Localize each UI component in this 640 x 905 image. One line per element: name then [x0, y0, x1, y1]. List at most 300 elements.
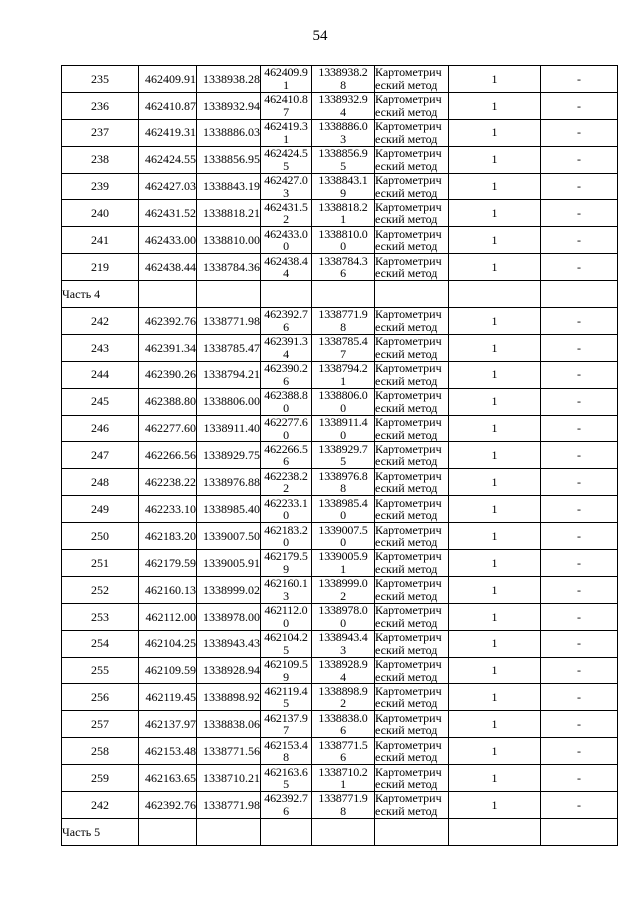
coord-x-repeat — [261, 711, 312, 738]
coord-y-repeat-line: 1338806.0 — [318, 388, 368, 403]
table-row — [62, 550, 618, 577]
table-row — [62, 469, 618, 496]
coord-x-repeat — [261, 92, 312, 119]
coord-x: 462391.34 — [139, 334, 197, 361]
method-line: Картометрич — [375, 468, 442, 483]
coord-y-repeat — [312, 254, 375, 281]
empty-cell — [541, 818, 618, 845]
coord-y-repeat-line: 1338911.4 — [318, 415, 368, 430]
accuracy: 1 — [449, 334, 541, 361]
method — [375, 657, 449, 684]
coord-x-repeat — [261, 630, 312, 657]
coord-y-repeat-line: 1338838.0 — [318, 710, 368, 725]
coord-x-repeat — [261, 227, 312, 254]
coord-y: 1338785.47 — [197, 334, 261, 361]
table-row — [62, 630, 618, 657]
section-label: Часть 4 — [62, 281, 139, 308]
note: - — [541, 227, 618, 254]
note: - — [541, 657, 618, 684]
method-line: Картометрич — [375, 415, 442, 430]
coord-x: 462433.00 — [139, 227, 197, 254]
coord-y-repeat-line: 1338710.2 — [318, 764, 368, 779]
coord-x: 462179.59 — [139, 550, 197, 577]
method-line: Картометрич — [375, 307, 442, 322]
table-row — [62, 388, 618, 415]
method-line: еский метод — [375, 427, 438, 442]
method-line: еский метод — [375, 535, 438, 550]
coord-y-repeat-line: 5 — [340, 454, 346, 469]
method-line: еский метод — [375, 588, 438, 603]
method — [375, 254, 449, 281]
coord-x-repeat-line: 6 — [283, 803, 289, 818]
point-number: 252 — [62, 576, 139, 603]
accuracy: 1 — [449, 415, 541, 442]
coord-x-repeat-line: 0 — [283, 239, 289, 254]
empty-cell — [312, 281, 375, 308]
coord-x-repeat-line: 462137.9 — [264, 710, 308, 725]
coord-x-repeat — [261, 576, 312, 603]
coord-y-repeat-line: 0 — [340, 239, 346, 254]
accuracy: 1 — [449, 442, 541, 469]
coord-x-repeat-line: 3 — [283, 185, 289, 200]
coord-x-repeat — [261, 254, 312, 281]
coord-x: 462392.76 — [139, 308, 197, 335]
accuracy: 1 — [449, 630, 541, 657]
point-number: 219 — [62, 254, 139, 281]
coord-y-repeat-line: 0 — [340, 508, 346, 523]
note: - — [541, 200, 618, 227]
coord-x-repeat-line: 462112.0 — [264, 603, 308, 618]
coord-x: 462424.55 — [139, 146, 197, 173]
coord-x-repeat-line: 462438.4 — [264, 253, 308, 268]
coord-x-repeat-line: 2 — [283, 481, 289, 496]
accuracy: 1 — [449, 657, 541, 684]
method-line: Картометрич — [375, 92, 442, 107]
coord-x-repeat-line: 462277.6 — [264, 415, 308, 430]
coord-x-repeat — [261, 657, 312, 684]
method-line: Картометрич — [375, 361, 442, 376]
coord-y-repeat — [312, 92, 375, 119]
coord-y-repeat — [312, 146, 375, 173]
coord-x-repeat-line: 5 — [283, 158, 289, 173]
coord-x-repeat — [261, 66, 312, 93]
coord-y: 1338886.03 — [197, 119, 261, 146]
coord-x-repeat-line: 4 — [283, 346, 289, 361]
coord-y-repeat-line: 1338886.0 — [318, 119, 368, 134]
table-row — [62, 66, 618, 93]
method-line: Картометрич — [375, 549, 442, 564]
coord-x-repeat-line: 462419.3 — [264, 119, 308, 134]
method-line: еский метод — [375, 266, 438, 281]
method-line: еский метод — [375, 803, 438, 818]
coord-y-repeat-line: 1338843.1 — [318, 173, 368, 187]
coord-y-repeat — [312, 792, 375, 819]
coord-x-repeat-line: 462388.8 — [264, 388, 308, 403]
coord-y: 1338710.21 — [197, 765, 261, 792]
coord-y-repeat-line: 6 — [340, 266, 346, 281]
coord-x: 462410.87 — [139, 92, 197, 119]
coord-y-repeat-line: 1 — [340, 373, 346, 388]
note: - — [541, 603, 618, 630]
table-row — [62, 92, 618, 119]
point-number: 239 — [62, 173, 139, 200]
point-number: 255 — [62, 657, 139, 684]
accuracy: 1 — [449, 711, 541, 738]
coord-y-repeat-line: 0 — [340, 535, 346, 550]
coord-y-repeat-line: 8 — [340, 481, 346, 496]
method — [375, 92, 449, 119]
coord-x-repeat — [261, 469, 312, 496]
method-line: Картометрич — [375, 226, 442, 241]
coord-x-repeat-line: 8 — [283, 750, 289, 765]
coord-x-repeat — [261, 523, 312, 550]
coord-y-repeat — [312, 308, 375, 335]
table-row — [62, 442, 618, 469]
method — [375, 684, 449, 711]
point-number: 258 — [62, 738, 139, 765]
coord-x-repeat-line: 462410.8 — [264, 92, 308, 107]
method-line: еский метод — [375, 615, 438, 630]
coord-x-repeat — [261, 442, 312, 469]
coord-y: 1338929.75 — [197, 442, 261, 469]
page-number: 54 — [312, 28, 328, 44]
coord-y-repeat-line: 1338932.9 — [318, 92, 368, 107]
coord-y-repeat — [312, 388, 375, 415]
note: - — [541, 361, 618, 388]
coord-x-repeat — [261, 415, 312, 442]
table-row — [62, 657, 618, 684]
coord-x-repeat — [261, 173, 312, 200]
accuracy: 1 — [449, 308, 541, 335]
accuracy: 1 — [449, 388, 541, 415]
coord-x: 462163.65 — [139, 765, 197, 792]
coord-x-repeat — [261, 496, 312, 523]
method-line: Картометрич — [375, 737, 442, 752]
accuracy: 1 — [449, 173, 541, 200]
coord-y: 1338856.95 — [197, 146, 261, 173]
empty-cell — [197, 281, 261, 308]
note: - — [541, 469, 618, 496]
method-line: Картометрич — [375, 764, 442, 779]
coord-x-repeat-line: 462109.5 — [264, 657, 308, 672]
coord-x: 462390.26 — [139, 361, 197, 388]
coord-x-repeat-line: 462392.7 — [264, 791, 308, 806]
coord-y-repeat-line: 8 — [340, 77, 346, 92]
coord-y-repeat — [312, 630, 375, 657]
coord-y: 1338784.36 — [197, 254, 261, 281]
coord-y-repeat-line: 6 — [340, 723, 346, 738]
coord-x: 462427.03 — [139, 173, 197, 200]
coord-x-repeat-line: 462104.2 — [264, 630, 308, 645]
coord-y-repeat — [312, 496, 375, 523]
method-line: еский метод — [375, 319, 438, 334]
coord-y-repeat — [312, 361, 375, 388]
coord-y-repeat-line: 9 — [340, 185, 346, 200]
coord-y-repeat-line: 2 — [340, 588, 346, 603]
point-number: 242 — [62, 308, 139, 335]
note: - — [541, 550, 618, 577]
table-row — [62, 119, 618, 146]
method — [375, 469, 449, 496]
method-line: Картометрич — [375, 173, 442, 187]
coord-y: 1338976.88 — [197, 469, 261, 496]
coord-x-repeat — [261, 792, 312, 819]
coord-x: 462160.13 — [139, 576, 197, 603]
method-line: еский метод — [375, 239, 438, 254]
coord-x: 462153.48 — [139, 738, 197, 765]
coord-x-repeat-line: 462160.1 — [264, 576, 308, 591]
method — [375, 119, 449, 146]
coord-x-repeat-line: 462163.6 — [264, 764, 308, 779]
method-line: Картометрич — [375, 576, 442, 591]
coord-x-repeat-line: 5 — [283, 642, 289, 657]
coord-x-repeat-line: 7 — [283, 104, 289, 119]
coord-y-repeat-line: 1338999.0 — [318, 576, 368, 591]
note: - — [541, 684, 618, 711]
method-line: еский метод — [375, 77, 438, 92]
empty-cell — [449, 818, 541, 845]
empty-cell — [375, 818, 449, 845]
coord-x-repeat-line: 462390.2 — [264, 361, 308, 376]
method — [375, 550, 449, 577]
coord-y-repeat — [312, 523, 375, 550]
coord-y: 1338938.28 — [197, 66, 261, 93]
coord-x-repeat — [261, 388, 312, 415]
coord-x-repeat-line: 462179.5 — [264, 549, 308, 564]
coord-x: 462392.76 — [139, 792, 197, 819]
coordinates-table-body — [62, 66, 618, 846]
coord-x-repeat-line: 5 — [283, 777, 289, 792]
coord-y-repeat-line: 1338978.0 — [318, 603, 368, 618]
table-row — [62, 173, 618, 200]
method-line: еский метод — [375, 561, 438, 576]
coord-x-repeat-line: 6 — [283, 373, 289, 388]
method — [375, 711, 449, 738]
point-number: 248 — [62, 469, 139, 496]
method-line: Картометрич — [375, 657, 442, 672]
coord-y: 1338843.19 — [197, 173, 261, 200]
coord-y-repeat — [312, 576, 375, 603]
coord-y-repeat-line: 8 — [340, 319, 346, 334]
coord-x-repeat-line: 6 — [283, 454, 289, 469]
coord-x-repeat-line: 0 — [283, 615, 289, 630]
coord-y: 1338932.94 — [197, 92, 261, 119]
coord-x-repeat — [261, 361, 312, 388]
accuracy: 1 — [449, 361, 541, 388]
coord-x-repeat-line: 462392.7 — [264, 307, 308, 322]
coord-x-repeat-line: 1 — [283, 77, 289, 92]
coord-y: 1338985.40 — [197, 496, 261, 523]
coord-x-repeat — [261, 146, 312, 173]
coord-x-repeat — [261, 334, 312, 361]
coord-x: 462266.56 — [139, 442, 197, 469]
accuracy: 1 — [449, 146, 541, 173]
method-line: Картометрич — [375, 146, 442, 161]
table-row — [62, 334, 618, 361]
coord-x: 462183.20 — [139, 523, 197, 550]
coord-y-repeat — [312, 657, 375, 684]
point-number: 242 — [62, 792, 139, 819]
accuracy: 1 — [449, 227, 541, 254]
coord-y-repeat — [312, 442, 375, 469]
accuracy: 1 — [449, 200, 541, 227]
coord-y-repeat-line: 4 — [340, 669, 346, 684]
coord-y-repeat-line: 1338985.4 — [318, 495, 368, 510]
coord-x-repeat — [261, 684, 312, 711]
method-line: Картометрич — [375, 603, 442, 618]
coord-y-repeat-line: 1338929.7 — [318, 441, 368, 456]
coord-x-repeat-line: 462153.4 — [264, 737, 308, 752]
accuracy: 1 — [449, 66, 541, 93]
coord-y-repeat-line: 3 — [340, 642, 346, 657]
note: - — [541, 254, 618, 281]
coord-y-repeat-line: 1338938.2 — [318, 65, 368, 80]
accuracy: 1 — [449, 603, 541, 630]
method-line: Картометрич — [375, 119, 442, 134]
coord-x: 462119.45 — [139, 684, 197, 711]
coord-x: 462233.10 — [139, 496, 197, 523]
coord-y-repeat-line: 2 — [340, 696, 346, 711]
table-row — [62, 308, 618, 335]
method-line: еский метод — [375, 104, 438, 119]
note: - — [541, 630, 618, 657]
coord-y-repeat — [312, 173, 375, 200]
method — [375, 334, 449, 361]
method — [375, 388, 449, 415]
point-number: 237 — [62, 119, 139, 146]
method — [375, 361, 449, 388]
accuracy: 1 — [449, 119, 541, 146]
accuracy: 1 — [449, 792, 541, 819]
coord-y-repeat — [312, 684, 375, 711]
coord-y-repeat-line: 8 — [340, 803, 346, 818]
coord-y-repeat — [312, 711, 375, 738]
table-row — [62, 254, 618, 281]
accuracy: 1 — [449, 738, 541, 765]
note: - — [541, 792, 618, 819]
method-line: Картометрич — [375, 65, 442, 80]
coord-x-repeat — [261, 550, 312, 577]
point-number: 256 — [62, 684, 139, 711]
empty-cell — [541, 281, 618, 308]
point-number: 241 — [62, 227, 139, 254]
method-line: Картометрич — [375, 791, 442, 806]
method — [375, 603, 449, 630]
coord-y-repeat — [312, 765, 375, 792]
coord-y-repeat — [312, 469, 375, 496]
coord-y-repeat-line: 1339007.5 — [318, 522, 368, 537]
coord-y: 1338911.40 — [197, 415, 261, 442]
coord-y: 1338978.00 — [197, 603, 261, 630]
coord-y-repeat-line: 1338771.5 — [318, 737, 368, 752]
accuracy: 1 — [449, 523, 541, 550]
note: - — [541, 711, 618, 738]
method-line: еский метод — [375, 158, 438, 173]
coord-x: 462112.00 — [139, 603, 197, 630]
coord-x-repeat-line: 462233.1 — [264, 495, 308, 510]
empty-cell — [375, 281, 449, 308]
coord-x-repeat-line: 462391.3 — [264, 334, 308, 349]
method — [375, 442, 449, 469]
table-row — [62, 738, 618, 765]
empty-cell — [449, 281, 541, 308]
coord-y-repeat — [312, 200, 375, 227]
coord-x-repeat-line: 0 — [283, 427, 289, 442]
coord-y: 1338794.21 — [197, 361, 261, 388]
coord-y-repeat-line: 6 — [340, 750, 346, 765]
coord-x-repeat — [261, 119, 312, 146]
method — [375, 308, 449, 335]
coord-y-repeat-line: 1338943.4 — [318, 630, 368, 645]
coord-x-repeat-line: 9 — [283, 669, 289, 684]
coord-y-repeat — [312, 334, 375, 361]
note: - — [541, 308, 618, 335]
coord-y-repeat-line: 0 — [340, 427, 346, 442]
coord-x: 462419.31 — [139, 119, 197, 146]
coord-y: 1338771.56 — [197, 738, 261, 765]
coord-x-repeat-line: 0 — [283, 508, 289, 523]
point-number: 243 — [62, 334, 139, 361]
coord-x-repeat — [261, 738, 312, 765]
accuracy: 1 — [449, 550, 541, 577]
coord-x: 462438.44 — [139, 254, 197, 281]
empty-cell — [197, 818, 261, 845]
method — [375, 200, 449, 227]
coord-y-repeat-line: 1338818.2 — [318, 199, 368, 214]
coord-y-repeat-line: 1338771.9 — [318, 791, 368, 806]
coord-x-repeat-line: 462424.5 — [264, 146, 308, 161]
table-row — [62, 711, 618, 738]
method — [375, 523, 449, 550]
note: - — [541, 523, 618, 550]
note: - — [541, 92, 618, 119]
coord-y-repeat-line: 0 — [340, 615, 346, 630]
coord-x-repeat-line: 0 — [283, 535, 289, 550]
coord-y-repeat-line: 1338784.3 — [318, 253, 368, 268]
coord-y-repeat-line: 5 — [340, 158, 346, 173]
coord-y-repeat-line: 1 — [340, 777, 346, 792]
coord-x: 462238.22 — [139, 469, 197, 496]
method — [375, 227, 449, 254]
coord-y: 1338928.94 — [197, 657, 261, 684]
method-line: Картометрич — [375, 334, 442, 349]
accuracy: 1 — [449, 765, 541, 792]
coord-x-repeat — [261, 765, 312, 792]
table-row — [62, 496, 618, 523]
coord-x-repeat-line: 462427.0 — [264, 173, 308, 187]
point-number: 238 — [62, 146, 139, 173]
coord-x-repeat-line: 9 — [283, 561, 289, 576]
coord-x-repeat-line: 462433.0 — [264, 226, 308, 241]
coord-x: 462277.60 — [139, 415, 197, 442]
coord-y-repeat-line: 1 — [340, 561, 346, 576]
empty-cell — [261, 281, 312, 308]
coord-x: 462104.25 — [139, 630, 197, 657]
point-number: 236 — [62, 92, 139, 119]
method-line: Картометрич — [375, 683, 442, 698]
table-row — [62, 684, 618, 711]
coord-x: 462388.80 — [139, 388, 197, 415]
accuracy: 1 — [449, 254, 541, 281]
table-row — [62, 361, 618, 388]
point-number: 246 — [62, 415, 139, 442]
note: - — [541, 496, 618, 523]
coord-x-repeat-line: 462119.4 — [264, 683, 308, 698]
table-row — [62, 146, 618, 173]
coord-y: 1338810.00 — [197, 227, 261, 254]
coord-y: 1338806.00 — [197, 388, 261, 415]
method — [375, 146, 449, 173]
